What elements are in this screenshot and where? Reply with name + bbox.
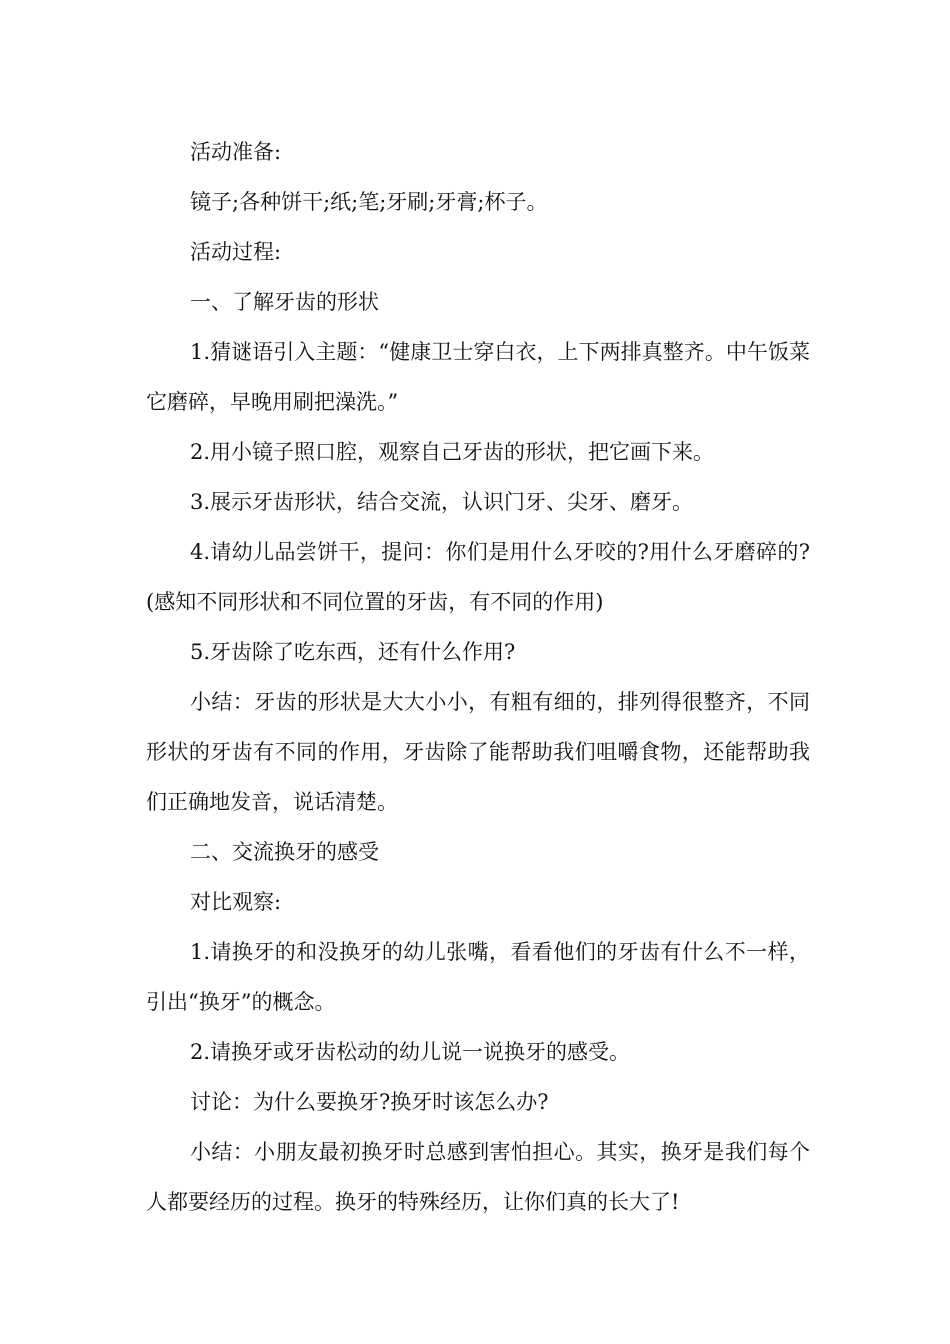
comparison-step-1: 1.请换牙的和没换牙的幼儿张嘴，看看他们的牙齿有什么不一样，引出“换牙”的概念。 — [146, 940, 810, 1014]
comparison-step-2: 2.请换牙或牙齿松动的幼儿说一说换牙的感受。 — [190, 1040, 631, 1064]
step-2-mirror: 2.用小镜子照口腔，观察自己牙齿的形状，把它画下来。 — [190, 440, 715, 464]
section-heading-preparation: 活动准备: — [190, 140, 282, 164]
step-3-tooth-shapes: 3.展示牙齿形状，结合交流，认识门牙、尖牙、磨牙。 — [190, 490, 694, 514]
part-one-heading: 一、了解牙齿的形状 — [190, 290, 379, 314]
step-4-biscuit-tasting: 4.请幼儿品尝饼干，提问：你们是用什么牙咬的?用什么牙磨碎的?(感知不同形状和不同位置的牙齿，有不同的作用) — [146, 540, 810, 614]
document-body — [146, 127, 810, 1227]
step-1-riddle: 1.猜谜语引入主题：“健康卫士穿白衣，上下两排真整齐。中午饭菜它磨碎，早晚用刷把澡洗。” — [146, 340, 810, 414]
step-5-question: 5.牙齿除了吃东西，还有什么作用? — [190, 640, 516, 664]
comparison-heading: 对比观察: — [190, 890, 282, 914]
section-heading-process: 活动过程: — [190, 240, 282, 264]
summary-one: 小结：牙齿的形状是大大小小，有粗有细的，排列得很整齐，不同形状的牙齿有不同的作用，牙齿除了能帮助我们咀嚼食物，还能帮助我们正确地发音，说话清楚。 — [146, 690, 810, 814]
materials-list: 镜子;各种饼干;纸;笔;牙刷;牙膏;杯子。 — [190, 190, 548, 214]
summary-two: 小结：小朋友最初换牙时总感到害怕担心。其实，换牙是我们每个人都要经历的过程。换牙的特殊经历，让你们真的长大了! — [146, 1140, 810, 1214]
part-two-heading: 二、交流换牙的感受 — [190, 840, 379, 864]
discussion-question: 讨论：为什么要换牙?换牙时该怎么办? — [190, 1090, 549, 1114]
